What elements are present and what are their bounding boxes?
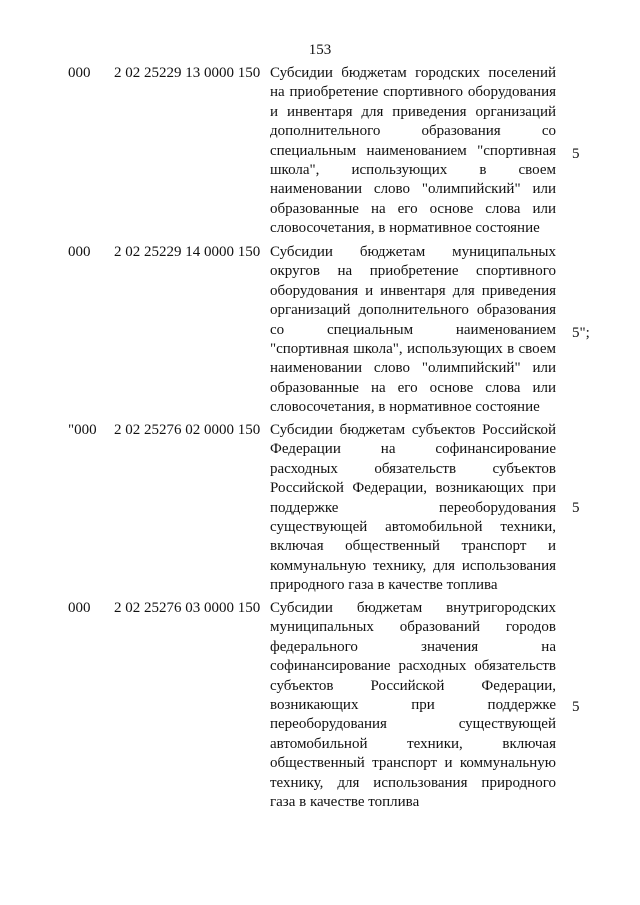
description-line: Российской Федерации, возникающих при — [270, 480, 556, 497]
description-line: оборудования и инвентаря для приведения — [270, 282, 556, 299]
description-line: Субсидии бюджетам муниципальных — [270, 244, 556, 260]
description-line: софинансирование расходных обязательств — [270, 658, 556, 675]
description-line: газа в качестве топлива — [270, 793, 420, 810]
row-value: 5 — [572, 146, 580, 162]
description-line: природного газа в качестве топлива — [270, 577, 498, 594]
description-line: Субсидии бюджетам субъектов Российской — [270, 422, 556, 438]
row-description — [270, 64, 556, 239]
description-line: "спортивная школа", использующих в своем — [270, 340, 556, 357]
description-line: дополнительного образования со — [270, 123, 556, 140]
row-value: 5"; — [572, 325, 590, 341]
description-line: школа", использующих в своем — [270, 161, 556, 178]
description-line: Федерации на софинансирование — [270, 441, 556, 458]
description-line: со специальным наименованием — [270, 321, 556, 338]
row-value: 5 — [572, 699, 580, 715]
description-line: поддержке переоборудования — [270, 499, 556, 516]
page-number: 153 — [308, 42, 332, 58]
row-description — [270, 243, 556, 418]
description-line: общественный транспорт и коммунальную — [270, 755, 556, 772]
description-line: наименовании слово "олимпийский" или — [270, 360, 556, 377]
budget-classification-code: 2 02 25276 02 0000 150 — [114, 422, 261, 438]
description-line: образованные на его основе слова или — [270, 379, 556, 396]
admin-code: 000 — [68, 600, 91, 616]
admin-code: 000 — [68, 65, 91, 81]
description-line: субъектов Российской Федерации, — [270, 677, 556, 694]
description-line: словосочетания, в нормативное состояние — [270, 399, 540, 416]
description-line: переоборудования существующей — [270, 716, 556, 733]
budget-classification-code: 2 02 25229 14 0000 150 — [114, 244, 261, 260]
description-line: муниципальных образований городов — [270, 619, 556, 636]
description-line: на приобретение спортивного оборудования — [270, 84, 556, 101]
budget-classification-code: 2 02 25276 03 0000 150 — [114, 600, 261, 616]
description-line: автомобильной техники, включая — [270, 735, 556, 752]
budget-classification-code: 2 02 25229 13 0000 150 — [114, 65, 261, 81]
description-line: округов на приобретение спортивного — [270, 263, 556, 280]
description-line: организаций дополнительного образования — [270, 302, 556, 319]
row-description — [270, 421, 556, 596]
description-line: специальным наименованием "спортивная — [270, 142, 556, 159]
admin-code: 000 — [68, 244, 91, 260]
description-line: включая общественный транспорт и — [270, 538, 556, 555]
description-line: Субсидии бюджетам городских поселений — [270, 65, 556, 81]
description-line: возникающих при поддержке — [270, 696, 556, 713]
description-line: расходных обязательств субъектов — [270, 460, 556, 477]
description-line: существующей автомобильной техники, — [270, 518, 556, 535]
description-line: коммунальную технику, для использования — [270, 557, 556, 574]
description-line: образованные на его основе слова или — [270, 200, 556, 217]
description-line: федерального значения на — [270, 638, 556, 655]
description-line: технику, для использования природного — [270, 774, 556, 791]
description-line: наименовании слово "олимпийский" или — [270, 181, 556, 198]
description-line: словосочетания, в нормативное состояние — [270, 220, 540, 237]
description-line: и инвентаря для приведения организаций — [270, 103, 556, 120]
description-line: Субсидии бюджетам внутригородских — [270, 600, 556, 616]
admin-code: "000 — [68, 422, 97, 438]
row-description — [270, 599, 556, 812]
row-value: 5 — [572, 500, 580, 516]
